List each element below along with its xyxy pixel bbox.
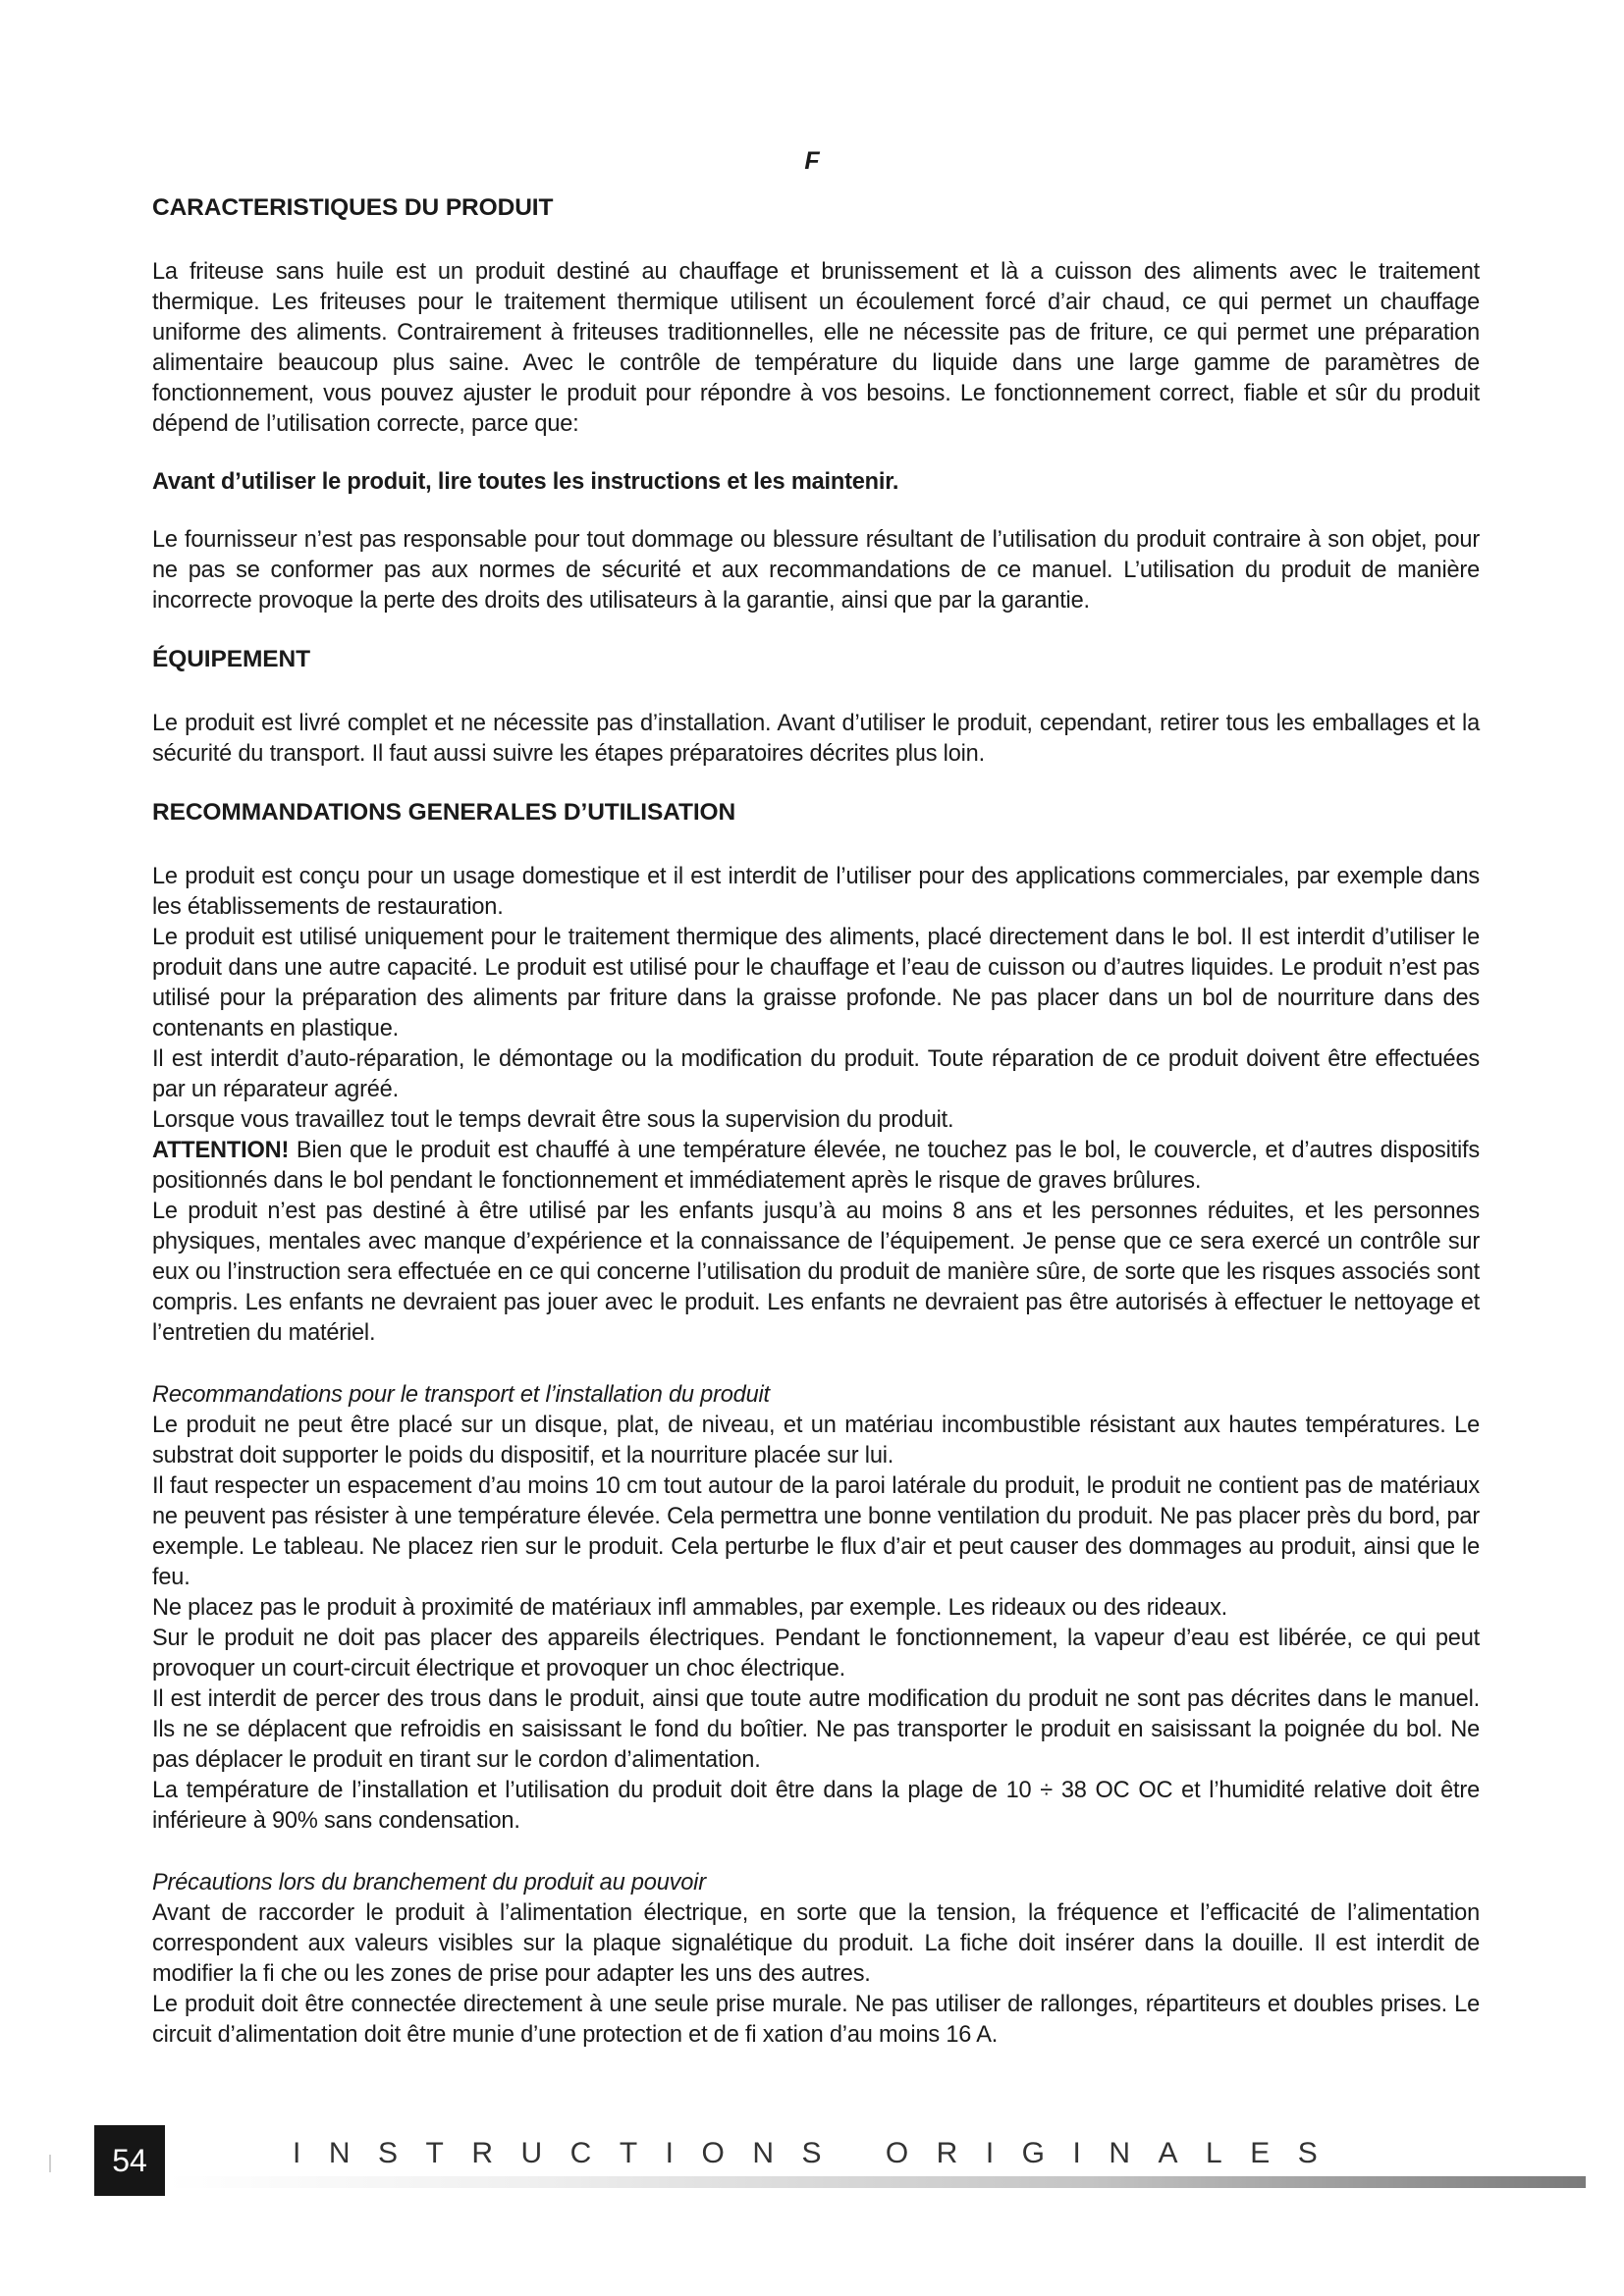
attention-label: ATTENTION! — [152, 1138, 290, 1163]
footer-gradient-bar — [167, 2176, 1586, 2188]
section-title-recommandations: RECOMMANDATIONS GENERALES D’UTILISATION — [152, 799, 736, 826]
attention-text: Bien que le produit est chauffé à une température élevée, ne touchez pas le bol, le couvercle, et d’autres dispositifs positionnés dans le bol pendant le fonctionnement et immédiatement après le risque de graves brûlures. — [152, 1138, 1480, 1194]
paragraph: Il est interdit de percer des trous dans le produit, ainsi que toute autre modification du produit ne sont pas décrites dans le manuel. Ils ne se déplacent que refroidis en saisissant le fond du boîtier. Ne pas transporter le produit en saisissant la poignée du bol. Ne pas déplacer le produit en tirant sur le cordon d’alimentation. — [152, 1686, 1480, 1773]
page-footer — [0, 2125, 1624, 2214]
paragraph: Le produit est conçu pour un usage domestique et il est interdit de l’utiliser pour des applications commerciales, par exemple dans les établissements de restauration. — [152, 864, 1480, 920]
paragraph: La température de l’installation et l’utilisation du produit doit être dans la plage de 10 ÷ 38 OC OC et l’humidité relative doit être inférieure à 90% sans condensation. — [152, 1778, 1480, 1834]
paragraph: Le produit doit être connectée directement à une seule prise murale. Ne pas utiliser de rallonges, répartiteurs et doubles prises. Le circuit d’alimentation doit être munie d’une protection et de fi xation d’au moins 16 A. — [152, 1992, 1480, 2048]
margin-tick — [49, 2155, 51, 2172]
paragraph: La friteuse sans huile est un produit destiné au chauffage et brunissement et là a cuisson des aliments avec le traitement thermique. Les friteuses pour le traitement thermique utilisent un écoulement forcé d’air chaud, ce qui permet un chauffage uniforme des aliments. Contrairement à friteuses traditionnelles, elle ne nécessite pas de friture, ce qui permet une préparation alimentaire beaucoup plus saine. Avec le contrôle de température du liquide dans une large gamme de paramètres de fonctionnement, vous pouvez ajuster le produit pour répondre à vos besoins. Le fonctionnement correct, fiable et sûr du produit dépend de l’utilisation correcte, parce que: — [152, 259, 1480, 437]
paragraph: Le fournisseur n’est pas responsable pour tout dommage ou blessure résultant de l’utilisation du produit contraire à son objet, pour ne pas se conformer pas aux normes de sécurité et aux recommandations de ce manuel. L’utilisation du produit de manière incorrecte provoque la perte des droits des utilisateurs à la garantie, ainsi que par la garantie. — [152, 527, 1480, 614]
document-body — [152, 192, 1480, 2051]
paragraph: Il est interdit d’auto-réparation, le démontage ou la modification du produit. Toute réparation de ce produit doivent être effectuées par un réparateur agréé. — [152, 1046, 1480, 1102]
paragraph: Le produit ne peut être placé sur un disque, plat, de niveau, et un matériau incombustible résistant aux hautes températures. Le substrat doit supporter le poids du dispositif, et la nourriture placée sur lui. — [152, 1413, 1480, 1468]
language-marker: F — [804, 147, 820, 175]
paragraph: Ne placez pas le produit à proximité de matériaux infl ammables, par exemple. Les rideaux ou des rideaux. — [152, 1595, 1228, 1621]
paragraph: Lorsque vous travaillez tout le temps devrait être sous la supervision du produit. — [152, 1107, 954, 1133]
paragraph: Sur le produit ne doit pas placer des appareils électriques. Pendant le fonctionnement, la vapeur d’eau est libérée, ce qui peut provoquer un court-circuit électrique et provoquer un choc électrique. — [152, 1626, 1480, 1682]
footer-title: INSTRUCTIONS ORIGINALES — [293, 2137, 1346, 2169]
page-number: 54 — [94, 2125, 165, 2196]
section-title-caracteristiques: CARACTERISTIQUES DU PRODUIT — [152, 194, 554, 221]
paragraph: Le produit est utilisé uniquement pour le traitement thermique des aliments, placé directement dans le bol. Il est interdit d’utiliser le produit dans une autre capacité. Le produit est utilisé pour le chauffage et l’eau de cuisson ou d’autres liquides. Le produit n’est pas utilisé pour la préparation des aliments par friture dans la graisse profonde. Ne pas placer dans un bol de nourriture dans des contenants en plastique. — [152, 925, 1480, 1041]
subsection-title-transport: Recommandations pour le transport et l’installation du produit — [152, 1382, 770, 1408]
paragraph: Le produit est livré complet et ne nécessite pas d’installation. Avant d’utiliser le produit, cependant, retirer tous les emballages et la sécurité du transport. Il faut aussi suivre les étapes préparatoires décrites plus loin. — [152, 711, 1480, 767]
subsection-title-branchement: Précautions lors du branchement du produit au pouvoir — [152, 1870, 706, 1896]
paragraph: Avant de raccorder le produit à l’alimentation électrique, en sorte que la tension, la fréquence et l’efficacité de l’alimentation correspondent aux valeurs visibles sur la plaque signalétique du produit. La fiche doit insérer dans la douille. Il est interdit de modifier la fi che ou les zones de prise pour adapter les uns des autres. — [152, 1900, 1480, 1987]
attention-paragraph — [152, 1136, 1480, 1197]
bold-instruction: Avant d’utiliser le produit, lire toutes les instructions et les maintenir. — [152, 469, 899, 495]
paragraph: Le produit n’est pas destiné à être utilisé par les enfants jusqu’à au moins 8 ans et les personnes réduites, et les personnes physiques, mentales avec manque d’expérience et la connaissance de l’équipement. Je pense que ce sera exercé un contrôle sur eux ou l’instruction sera effectuée en ce qui concerne l’utilisation du produit de manière sûre, de sorte que les risques associés sont compris. Les enfants ne devraient pas jouer avec le produit. Les enfants ne devraient pas être autorisés à effectuer le nettoyage et l’entretien du matériel. — [152, 1199, 1480, 1346]
section-title-equipement: ÉQUIPEMENT — [152, 646, 310, 672]
paragraph: Il faut respecter un espacement d’au moins 10 cm tout autour de la paroi latérale du produit, le produit ne contient pas de matériaux ne peuvent pas résister à une température élevée. Cela permettra une bonne ventilation du produit. Ne pas placer près du bord, par exemple. Le tableau. Ne placez rien sur le produit. Cela perturbe le flux d’air et peut causer des dommages au produit, ainsi que le feu. — [152, 1473, 1480, 1590]
